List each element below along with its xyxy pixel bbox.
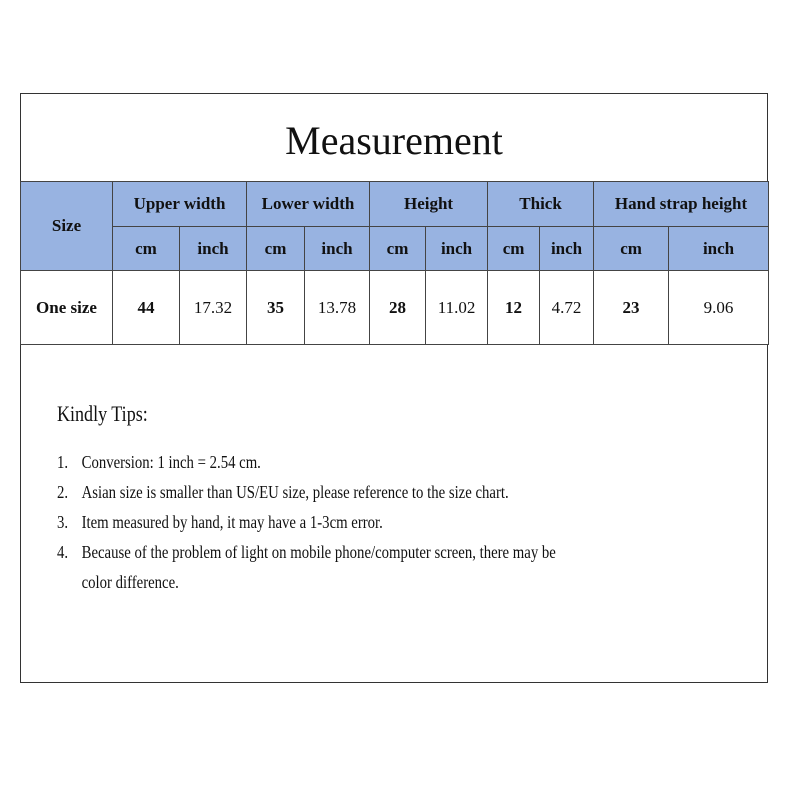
header-row-units [21,227,769,271]
group-header-upper-width: Upper width [113,182,247,227]
unit-header: inch [180,227,247,271]
list-item [57,507,631,537]
cell-thick-cm: 12 [488,271,540,345]
cell-lower-width-inch: 13.78 [305,271,370,345]
unit-header: inch [426,227,488,271]
tips-heading: Kindly Tips: [57,401,148,426]
cell-upper-width-inch: 17.32 [180,271,247,345]
list-item [57,537,631,597]
list-item-text: Asian size is smaller than US/EU size, please reference to the size chart. [81,482,509,502]
cell-height-cm: 28 [370,271,426,345]
cell-hand-strap-cm: 23 [594,271,669,345]
size-header: Size [21,182,113,271]
list-item-number: 1. [57,452,69,472]
list-item-text: Conversion: 1 inch = 2.54 cm. [81,452,261,472]
cell-hand-strap-inch: 9.06 [669,271,769,345]
list-item-number: 4. [57,542,69,562]
cell-thick-inch: 4.72 [540,271,594,345]
list-item-number: 3. [57,512,69,532]
unit-header: cm [113,227,180,271]
group-header-thick: Thick [488,182,594,227]
unit-header: cm [488,227,540,271]
list-item-continuation: color difference. [81,572,179,592]
page-title: Measurement [285,118,503,163]
list-item-text: Because of the problem of light on mobile phone/computer screen, there may be [81,542,556,562]
group-header-hand-strap-height: Hand strap height [594,182,769,227]
list-item-text: Item measured by hand, it may have a 1-3cm error. [81,512,383,532]
tips-section [57,399,757,597]
cell-lower-width-cm: 35 [247,271,305,345]
list-item [57,447,631,477]
unit-header: cm [370,227,426,271]
row-label: One size [21,271,113,345]
table-row [21,271,769,345]
measurement-card [20,93,768,683]
unit-header: inch [669,227,769,271]
unit-header: cm [247,227,305,271]
list-item-number: 2. [57,482,69,502]
size-table [20,181,769,345]
list-item [57,477,631,507]
cell-upper-width-cm: 44 [113,271,180,345]
unit-header: inch [540,227,594,271]
group-header-height: Height [370,182,488,227]
unit-header: cm [594,227,669,271]
unit-header: inch [305,227,370,271]
cell-height-inch: 11.02 [426,271,488,345]
header-row-groups [21,182,769,227]
tips-list [57,447,757,597]
group-header-lower-width: Lower width [247,182,370,227]
